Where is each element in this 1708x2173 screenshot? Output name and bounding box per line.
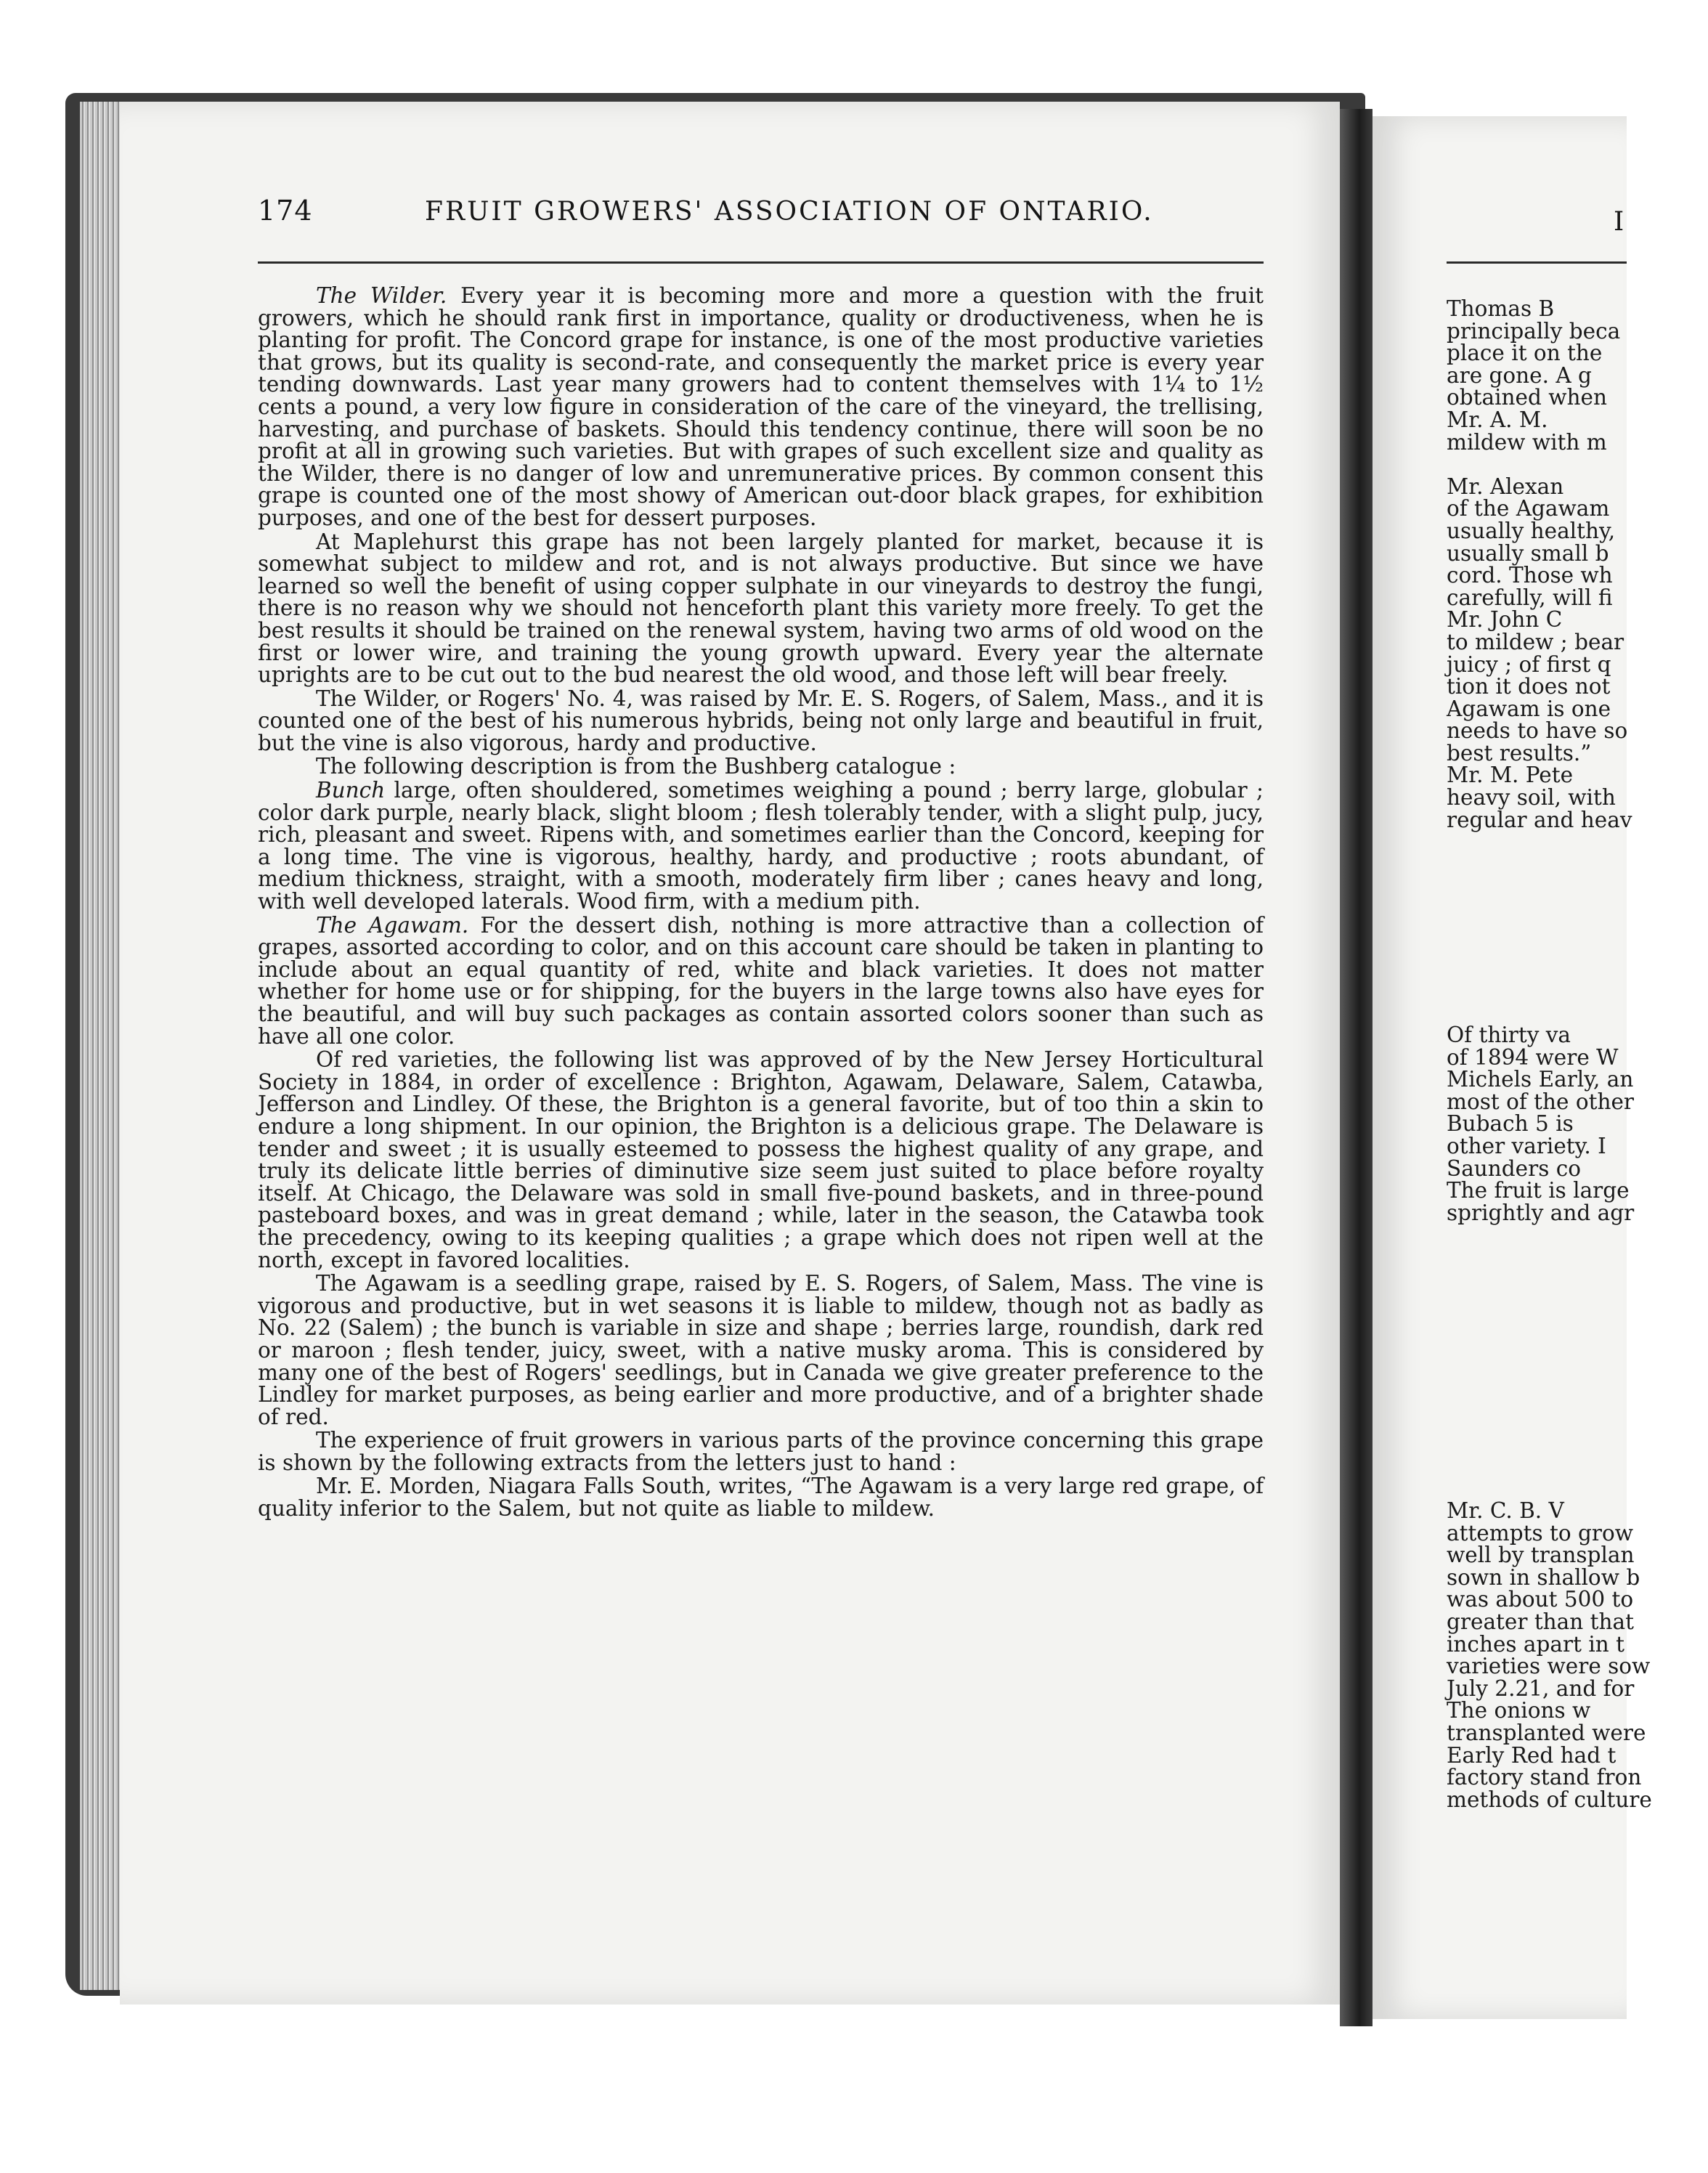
running-head: FRUIT GROWERS' ASSOCIATION OF ONTARIO. <box>425 197 1154 227</box>
paragraph-text: Every year it is becoming more and more a question with the fruit growers, which he should rank first in importance, quality or droductiveness, when he is planting for profit. The Concord grape for instance, is one of the most productive varieties that grows, but its quality is second-rate, and consequently the market price is every year tending downwards. Last year many growers had to content themselves with 1¼ to 1½ cents a pound, a very low figure in consideration of the care of the vineyard, the trellising, harvesting, and purchase of baskets. Should this tendency continue, there will soon be no profit at all in growing such varieties. But with grapes of such excellent size and quality as the Wilder, there is no danger of low and unremunerative prices. By common consent this grape is counted one of the most showy of American out-door black grapes, for exhibition purposes, and one of the best for dessert purposes. <box>258 283 1264 530</box>
paragraph-text: Of red varieties, the following list was approved of by the New Jersey Horticultural Society in 1884, in order of excellence : Brighton, Agawam, Delaware, Salem, Catawba, Jefferson and Lindley. Of these, the Brighton is a general favorite, but of too thin a skin to endure a long shipment. In our opinion, the Brighton is a delicious grape. The Delaware is tender and sweet ; it is usually esteemed to possess the highest quality of any grape, and truly its delicate little berries of diminutive size seem just suited to place before royalty itself. At Chicago, the Delaware was sold in small five-pound baskets, and in three-pound pasteboard boxes, and was in great demand ; while, later in the season, the Catawba took the precedency, owing to its keeping qualities ; a grape which does not ripen well at the north, except in favored localities. <box>258 1047 1264 1272</box>
paragraph <box>258 531 1264 686</box>
header-rule <box>258 261 1264 264</box>
right-page-line: cord. Those wh <box>1447 563 1613 588</box>
right-page-line: varieties were sow <box>1447 1654 1651 1679</box>
right-page-line: place it on the <box>1447 341 1603 366</box>
right-page-line: The onions w <box>1447 1698 1591 1723</box>
paragraph <box>258 1429 1264 1474</box>
right-page-line: greater than that <box>1447 1609 1634 1634</box>
right-page-line: sown in shallow b <box>1447 1564 1640 1590</box>
paragraph-text: large, often shouldered, sometimes weighing a pound ; berry large, globular ; color dark purple, nearly black, slight bloom ; flesh tolerably tender, with a slight pulp, jucy, rich, pleasant and sweet. Ripens with, and sometimes earlier than the Concord, keeping for a long time. The vine is vigorous, healthy, hardy, and productive ; roots abundant, of medium thickness, straight, with a smooth, moderately firm liber ; canes heavy and long, with well developed laterals. Wood firm, with a medium pith. <box>258 778 1264 914</box>
right-page-line: Agawam is one <box>1447 696 1611 721</box>
right-page-line: usually small b <box>1447 540 1609 566</box>
right-page-line: tion it does not <box>1447 674 1611 699</box>
right-page-line: Mr. A. M. <box>1447 407 1548 432</box>
right-page-line: heavy soil, with <box>1447 785 1616 811</box>
paragraph <box>258 779 1264 913</box>
right-page-line: mildew with m <box>1447 429 1607 455</box>
right-page-line: of the Agawam <box>1447 496 1610 521</box>
right-page-text-bottom <box>1447 1500 1708 1811</box>
right-running-head-fragment: I <box>1614 207 1624 237</box>
paragraph-text: For the dessert dish, nothing is more attractive than a collection of grapes, assorted according to color, and on this account care should be taken in planting to include about an equal quantity of red, white and black varieties. It does not matter whether for home use or for shipping, for the buyers in the large towns also have eyes for the beautiful, and will buy such packages as contain assorted colors sooner than such as have all one color. <box>258 912 1264 1049</box>
paragraph <box>258 285 1264 529</box>
paragraph-text: At Maplehurst this grape has not been largely planted for market, because it is somewhat subject to mildew and rot, and is not always productive. But since we have learned so well the benefit of using copper sulphate in our vineyards to destroy the fungi, there is no reason why we should not henceforth plant this variety more freely. To get the best results it should be trained on the renewal system, having two arms of old wood on the first or lower wire, and training the young growth upward. Every year the alternate uprights are to be cut out to the bud nearest the old wood, and those left will bear freely. <box>258 529 1264 688</box>
paragraph <box>258 688 1264 755</box>
right-page-line: obtained when <box>1447 385 1607 410</box>
article-body <box>258 285 1264 1522</box>
right-page-line: Of thirty va <box>1447 1023 1571 1047</box>
page-stack-edges <box>80 102 123 1990</box>
paragraph-text: Mr. E. Morden, Niagara Falls South, writes, “The Agawam is a very large red grape, of quality inferior to the Salem, but not quite as liable to mildew. <box>258 1474 1264 1522</box>
right-page-line: juicy ; of first q <box>1447 651 1611 677</box>
right-page-line: principally beca <box>1447 318 1621 344</box>
paragraph-lead: Bunch <box>316 778 386 803</box>
right-page-line: inches apart in t <box>1447 1631 1624 1657</box>
right-page-line: Mr. C. B. V <box>1447 1498 1564 1523</box>
right-page-text-middle <box>1447 1024 1708 1224</box>
page-number: 174 <box>258 195 313 227</box>
right-page-line: methods of culture <box>1447 1787 1652 1812</box>
right-page-line: July 2.21, and for <box>1447 1676 1635 1701</box>
right-page-line: Michels Early, an <box>1447 1067 1634 1092</box>
paragraph <box>258 755 1264 778</box>
right-page-line: was about 500 to <box>1447 1587 1634 1612</box>
paragraph <box>258 1474 1264 1522</box>
right-page-line: Mr. Alexan <box>1447 474 1564 499</box>
right-page-line: most of the other <box>1447 1089 1635 1114</box>
right-header-rule <box>1447 261 1627 264</box>
paragraph <box>258 1272 1264 1428</box>
paragraph-text: The Wilder, or Rogers' No. 4, was raised by Mr. E. S. Rogers, of Salem, Mass., and it is counted one of the best of his numerous hybrids, being not only large and beautiful in fruit, but the vine is also vigorous, hardy and productive. <box>258 686 1264 755</box>
right-page-line: needs to have so <box>1447 718 1628 744</box>
right-page-text-top <box>1447 298 1708 831</box>
paragraph <box>258 1049 1264 1271</box>
right-page-line: The fruit is large <box>1447 1178 1630 1203</box>
page-header <box>258 195 1260 227</box>
right-page-line <box>1447 453 1708 476</box>
right-page-line: best results.” <box>1447 740 1592 765</box>
right-page-line: Bubach 5 is <box>1447 1111 1574 1137</box>
right-page-line: to mildew ; bear <box>1447 629 1624 654</box>
right-page-line: sprightly and agr <box>1447 1200 1635 1225</box>
right-page-line: Mr. John C <box>1447 607 1563 633</box>
right-page-line: other variety. I <box>1447 1133 1606 1158</box>
right-page-line: attempts to grow <box>1447 1520 1633 1546</box>
right-page-line: regular and heav <box>1447 807 1632 832</box>
right-page-line: factory stand fron <box>1447 1765 1642 1790</box>
right-page-line: transplanted were <box>1447 1720 1646 1745</box>
right-page-line: carefully, will fi <box>1447 585 1613 610</box>
paragraph-text: The following description is from the Bushberg catalogue : <box>316 754 956 779</box>
paragraph-text: The experience of fruit growers in various parts of the province concerning this grape is shown by the following extracts from the letters just to hand : <box>258 1428 1264 1475</box>
right-page-line: usually healthy, <box>1447 518 1616 543</box>
book-gutter <box>1340 109 1372 2026</box>
right-page-line: Mr. M. Pete <box>1447 763 1574 788</box>
paragraph-lead: The Agawam. <box>316 912 469 938</box>
right-page-line: of 1894 were W <box>1447 1044 1619 1070</box>
right-page-line: Early Red had t <box>1447 1742 1616 1768</box>
right-page-line: are gone. A g <box>1447 362 1592 388</box>
right-page-line: well by transplan <box>1447 1543 1635 1568</box>
paragraph-lead: The Wilder. <box>316 283 447 308</box>
right-page-line: Thomas B <box>1447 296 1555 321</box>
paragraph <box>258 914 1264 1048</box>
right-page-line: Saunders co <box>1447 1155 1582 1181</box>
paragraph-text: The Agawam is a seedling grape, raised by E. S. Rogers, of Salem, Mass. The vine is vigorous and productive, but in wet seasons it is liable to mildew, though not as badly as No. 22 (Salem) ; the bunch is variable in size and shape ; berries large, roundish, dark red or maroon ; flesh tender, juicy, sweet, with a native musky aroma. This is considered by many one of the best of Rogers' seedlings, but in Canada we give greater preference to the Lindley for market purposes, as being earlier and more productive, and of a brighter shade of red. <box>258 1271 1264 1429</box>
